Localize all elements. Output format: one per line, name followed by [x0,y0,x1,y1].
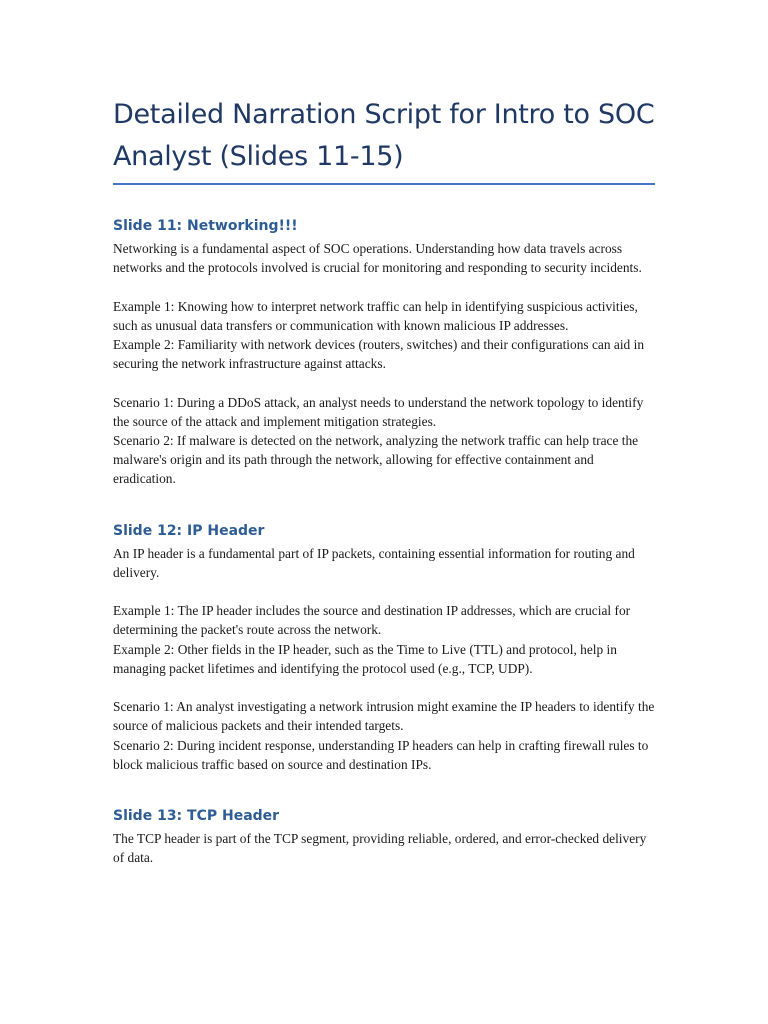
scenario-paragraph: Scenario 1: During a DDoS attack, an analyst needs to understand the network topology to identify the source of the attack and implement mitigation strategies. [113,394,644,429]
example-paragraph: Example 2: Other fields in the IP header, such as the Time to Live (TTL) and protocol, help in managing packet lifetimes and identifying the protocol used (e.g., TCP, UDP). [113,641,617,676]
section-slide-11 [113,216,655,489]
page-title: Detailed Narration Script for Intro to SOC Analyst (Slides 11-15) [113,99,655,172]
section-heading: Slide 12: IP Header [113,522,265,539]
document-page [113,0,655,867]
example-paragraph: Example 1: Knowing how to interpret network traffic can help in identifying suspicious activities, such as unusual data transfers or communication with known malicious IP addresses. [113,298,638,333]
section-intro: Networking is a fundamental aspect of SOC operations. Understanding how data travels across networks and the protocols involved is crucial for monitoring and responding to security incidents. [113,241,642,276]
example-paragraph: Example 2: Familiarity with network devices (routers, switches) and their configurations can aid in securing the network infrastructure against attacks. [113,337,645,372]
section-intro: An IP header is a fundamental part of IP packets, containing essential information for routing and delivery. [113,545,635,580]
section-slide-12 [113,521,655,774]
scenario-paragraph: Scenario 2: During incident response, understanding IP headers can help in crafting firewall rules to block malicious traffic based on source and destination IPs. [113,737,649,772]
section-heading: Slide 13: TCP Header [113,808,280,825]
section-intro: The TCP header is part of the TCP segment, providing reliable, ordered, and error-checked delivery of data. [113,831,647,866]
scenario-paragraph: Scenario 1: An analyst investigating a network intrusion might examine the IP headers to identify the source of malicious packets and their intended targets. [113,699,655,734]
example-paragraph: Example 1: The IP header includes the source and destination IP addresses, which are crucial for determining the packet's route across the network. [113,603,631,638]
section-slide-13 [113,806,655,867]
title-divider [113,183,655,185]
scenario-paragraph: Scenario 2: If malware is detected on the network, analyzing the network traffic can help trace the malware's origin and its path through the network, allowing for effective containment and eradication. [113,433,639,487]
section-heading: Slide 11: Networking!!! [113,218,298,234]
